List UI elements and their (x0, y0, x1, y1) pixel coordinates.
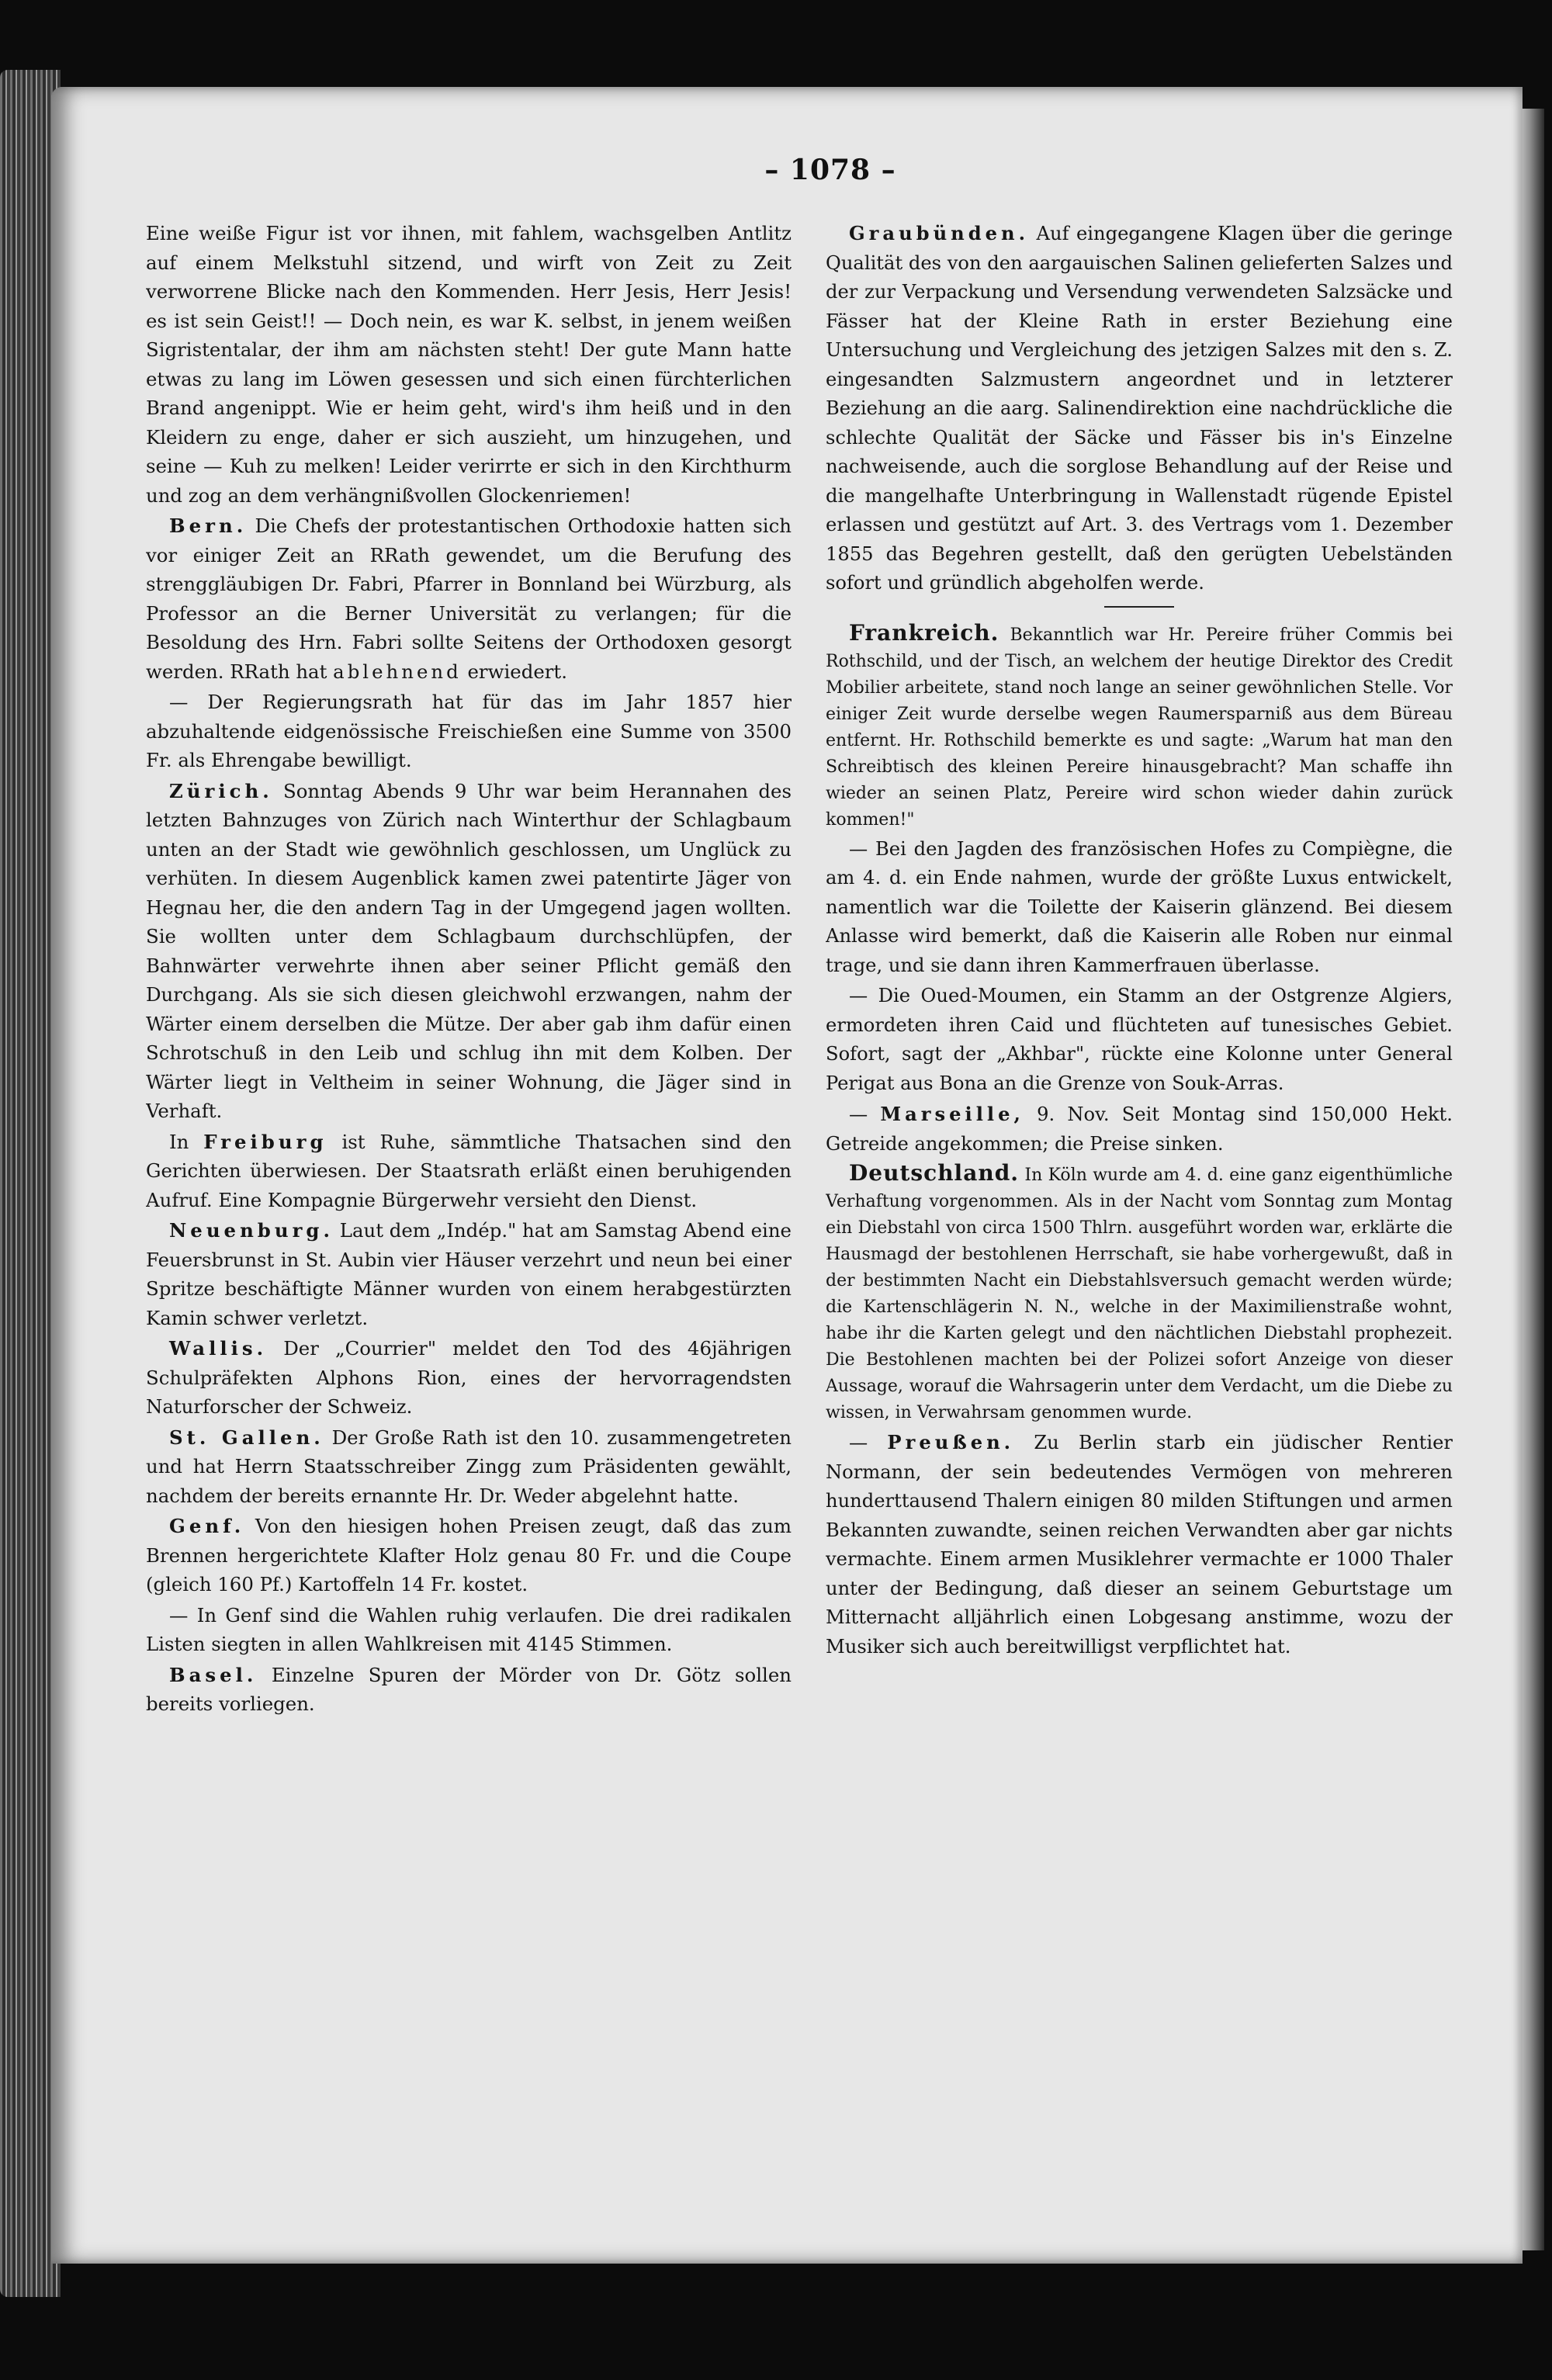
article-freiburg (146, 1128, 792, 1215)
article-deutschland (826, 1160, 1453, 1426)
zurich-text: Sonntag Abends 9 Uhr war beim Herannahen des letzten Bahnzuges von Zürich nach Winterthur der Schlagbaum unten an der Stadt wie gewöhnlich geschlossen, um Unglück zu verhüten. In diesem Augenblick kamen zwei patentirte Jäger von Hegnau her, die den andern Tag in der Umgegend jagen wollten. Sie wollten unter dem Schlagbaum durchschlüpfen, der Bahnwärter verwehrte ihnen aber seiner Pflicht gemäß den Durchgang. Als sie sich diesen gleichwohl erzwangen, nahm der Wärter einem derselben die Mütze. Der aber gab ihm dafür einen Schrotschuß in den Leib und schlug ihn mit dem Kolben. Der Wärter liegt in Veltheim in seiner Wohnung, die Jäger sind in Verhaft. (146, 779, 792, 1122)
page-number: – 1078 – (764, 154, 896, 186)
frankreich-text: Bekanntlich war Hr. Pereire früher Commis bei Rothschild, und der Tisch, an welchem der heutige Direktor des Credit Mobilier arbeitete, stand noch lange an seiner gewöhnlichen Stelle. Vor einiger Zeit wurde derselbe wegen Raumersparniß aus dem Büreau entfernt. Hr. Rothschild bemerkte es und sagte: „Warum hat man den Schreibtisch des kleinen Pereire hinausgebracht? Man schaffe ihn wieder an seinen Platz, Pereire wird schon wieder dahin zurück kommen!" (826, 625, 1453, 830)
article-wallis (146, 1334, 792, 1422)
bern-followup-text: — Der Regierungsrath hat für das im Jahr 1857 hier abzuhaltende eidgenössische Freischießen eine Summe von 3500 Fr. als Ehrengabe bewilligt. (146, 691, 792, 771)
bern-spaced-word: ablehnend (333, 660, 462, 683)
freiburg-text: ist Ruhe, sämmtliche Thatsachen sind den Gerichten überwiesen. Der Staatsrath erläßt einen beruhigenden Aufruf. Eine Kompagnie Bürgerwehr versieht den Dienst. (146, 1130, 792, 1211)
frankreich-heading: Frankreich. (849, 619, 999, 646)
marseille-pre: — (849, 1103, 868, 1125)
right-column (826, 219, 1453, 2205)
bern-dateline: Bern. (169, 514, 248, 537)
article-intro-text: Eine weiße Figur ist vor ihnen, mit fahlem, wachsgelben Antlitz auf einem Melkstuhl sitzend, und wirft von Zeit zu Zeit verworrene Blicke nach den Kommenden. Herr Jesis, Herr Jesis! es ist sein Geist!! — Doch nein, es war K. selbst, in jenem weißen Sigristentalar, der ihm am nächsten steht! Der gute Mann hatte etwas zu lang im Löwen gesessen und sich einen fürchterlichen Brand angenippt. Wie er heim geht, wird's ihm heiß und in den Kleidern zu enge, daher er sich auszieht, um hinzugehen, und seine — Kuh zu melken! Leider verirrte er sich in den Kirchthurm und zog an dem verhängnißvollen Glockenriemen! (146, 222, 792, 507)
compiegne-text: — Bei den Jagden des französischen Hofes zu Compiègne, die am 4. d. ein Ende nahmen, wurde der größte Luxus entwickelt, namentlich war die Toilette der Kaiserin glänzend. Bei diesem Anlasse wird bemerkt, daß die Kaiserin alle Roben nur einmal trage, und sie dann ihren Kammerfrauen überlasse. (826, 837, 1453, 976)
article-graubuenden (826, 219, 1453, 598)
preussen-text: Zu Berlin starb ein jüdischer Rentier Normann, der sein bedeutendes Vermögen von mehreren hunderttausend Thalern einigen 80 milden Stiftungen und armen Bekannten zuwandte, seinen reichen Verwandten aber gar nichts vermachte. Einem armen Musiklehrer vermachte er 1000 Thaler unter der Bedingung, daß dieser an seinem Geburtstage um Mitternacht alljährlich einen Lobgesang anstimme, wozu der Musiker sich auch bereitwilligst verpflichtet hat. (826, 1432, 1453, 1658)
article-genf-followup (146, 1601, 792, 1659)
wallis-text: Der „Courrier" meldet den Tod des 46jährigen Schulpräfekten Alphons Rion, eines der hervorragendsten Naturforscher der Schweiz. (146, 1337, 792, 1418)
freiburg-pre: In (169, 1130, 189, 1153)
marseille-text: 9. Nov. Seit Montag sind 150,000 Hekt. Getreide angekommen; die Preise sinken. (826, 1103, 1453, 1155)
article-preussen (826, 1428, 1453, 1661)
genf-text: Von den hiesigen hohen Preisen zeugt, daß das zum Brennen hergerichtete Klafter Holz genau 80 Fr. und die Coupe (gleich 160 Pf.) Kartoffeln 14 Fr. kostet. (146, 1515, 792, 1595)
left-column (146, 219, 792, 2205)
zurich-dateline: Zürich. (169, 779, 273, 802)
article-stgallen (146, 1423, 792, 1511)
deutschland-text: In Köln wurde am 4. d. eine ganz eigenthümliche Verhaftung vorgenommen. Als in der Nacht vom Sonntag zum Montag ein Diebstahl von circa 1500 Thlrn. ausgeführt worden war, erklärte die Hausmagd der bestohlenen Herrschaft, sie habe vorhergewußt, daß in der bestimmten Nacht ein Diebstahlsversuch gemacht werden würde; die Kartenschlägerin N. N., welche in der Maximilienstraße wohnt, habe ihr die Karten gelegt und den nächtlichen Diebstahl prophezeit. Die Bestohlenen machten bei der Polizei sofort Anzeige von dieser Aussage, worauf die Wahrsagerin unter dem Verdacht, um die Diebe zu wissen, in Verwahrsam genommen wurde. (826, 1166, 1453, 1422)
article-zurich (146, 777, 792, 1126)
preussen-pre: — (849, 1432, 868, 1453)
article-frankreich (826, 620, 1453, 833)
basel-dateline: Basel. (169, 1663, 258, 1686)
graubuenden-text: Auf eingegangene Klagen über die geringe Qualität des von den aargauischen Salinen gelieferten Salzes und der zur Verpackung und Versendung verwendeten Salzsäcke und Fässer hat der Kleine Rath in erster Beziehung eine Untersuchung und Vergleichung des jetzigen Salzes mit den s. Z. eingesandten Salzmustern angeordnet und in letzterer Beziehung an die aarg. Salinendirektion eine nachdrückliche die schlechte Qualität der Säcke und Fässer bis in's Einzelne nachweisende, auch die sorglose Behandlung auf der Reise und die mangelhafte Unterbringung in Wallenstadt rügende Epistel erlassen und gestützt auf Art. 3. des Vertrags vom 1. Dezember 1855 das Begehren gestellt, daß den gerügten Uebelständen sofort und gründlich abgeholfen werde. (826, 223, 1453, 594)
freiburg-dateline: Freiburg (203, 1130, 327, 1153)
marseille-dateline: Marseille, (880, 1103, 1024, 1125)
neuenburg-text: Laut dem „Indép." hat am Samstag Abend eine Feuersbrunst in St. Aubin vier Häuser verzehrt und neun bei einer Spritze beschäftigte Männer wurden von einem herabgestürzten Kamin schwer verletzt. (146, 1219, 792, 1329)
basel-text: Einzelne Spuren der Mörder von Dr. Götz sollen bereits vorliegen. (146, 1663, 792, 1715)
genf-followup-text: — In Genf sind die Wahlen ruhig verlaufen. Die drei radikalen Listen siegten in allen Wahlkreisen mit 4145 Stimmen. (146, 1603, 792, 1655)
bern-tail: erwiedert. (467, 660, 567, 683)
article-genf (146, 1512, 792, 1599)
stgallen-dateline: St. Gallen. (169, 1426, 324, 1449)
wallis-dateline: Wallis. (169, 1337, 268, 1360)
article-compiegne (826, 835, 1453, 981)
deutschland-heading: Deutschland. (849, 1160, 1020, 1186)
stgallen-text: Der Große Rath ist den 10. zusammengetreten und hat Herrn Staatsschreiber Zingg zum Präsidenten gewählt, nachdem der bereits ernannte Hr. Dr. Weder abgelehnt hatte. (146, 1426, 792, 1507)
genf-dateline: Genf. (169, 1515, 245, 1537)
article-marseille (826, 1100, 1453, 1159)
graubuenden-dateline: Graubünden. (849, 222, 1030, 244)
neuenburg-dateline: Neuenburg. (169, 1219, 334, 1242)
preussen-dateline: Preußen. (887, 1431, 1015, 1453)
article-intro (146, 219, 792, 510)
bern-text: Die Chefs der protestantischen Orthodoxie hatten sich vor einiger Zeit an RRath gewendet, um die Berufung des strenggläubigen Dr. Fabri, Pfarrer in Bonnland bei Würzburg, als Professor an die Berner Universität zu verlangen; für die Besoldung des Hrn. Fabri sollte Seitens der Orthodoxen gesorgt werden. RRath hat (146, 514, 792, 683)
article-neuenburg (146, 1216, 792, 1332)
article-algier (826, 982, 1453, 1098)
section-divider (1104, 606, 1174, 608)
algier-text: — Die Oued-Moumen, ein Stamm an der Ostgrenze Algiers, ermordeten ihren Caid und flüchteten auf tunesisches Gebiet. Sofort, sagt der „Akhbar", rückte eine Kolonne unter General Perigat aus Bona an die Grenze von Souk-Arras. (826, 985, 1453, 1094)
article-bern (146, 511, 792, 686)
right-page-edge (1521, 109, 1544, 2250)
article-bern-followup (146, 688, 792, 775)
article-basel (146, 1661, 792, 1719)
